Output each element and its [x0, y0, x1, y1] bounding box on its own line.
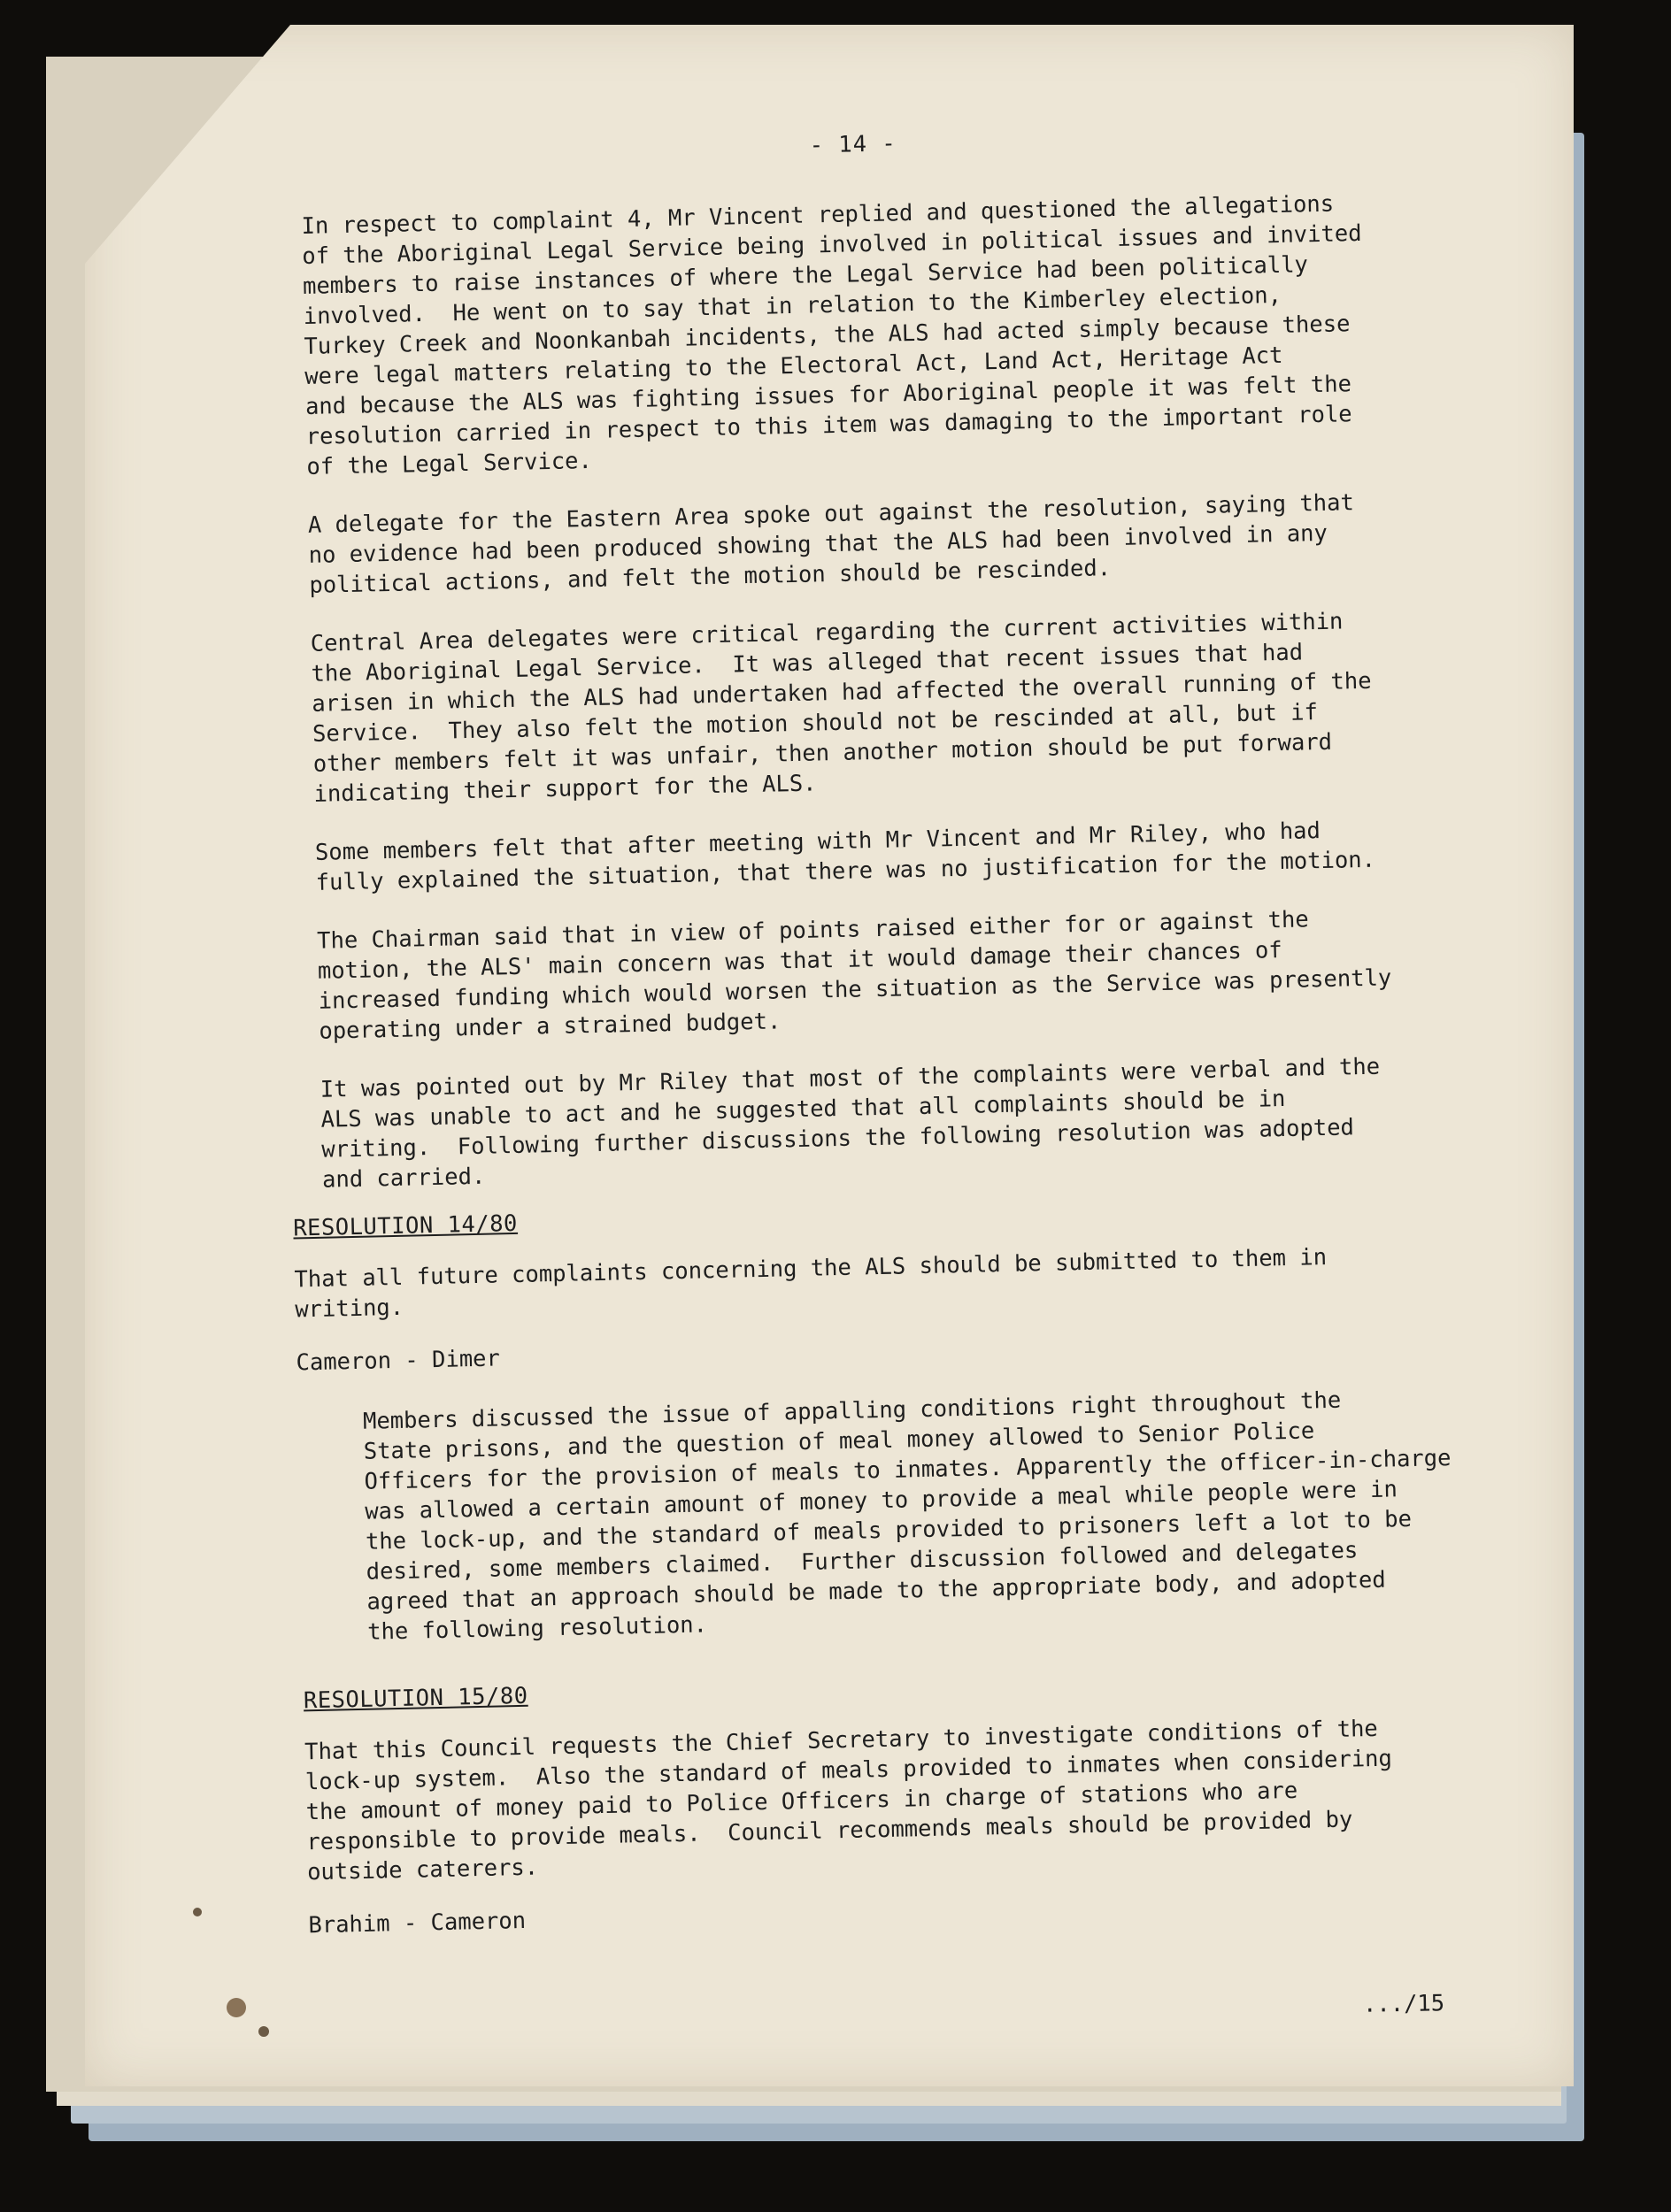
- paper-stain: [193, 1908, 202, 1916]
- paragraph-eastern-area: A delegate for the Eastern Area spoke out against the resolution, saying that no evidence had been produced showing that the ALS had been involved in any political actions, and felt the motion should be rescinded.: [307, 489, 1355, 599]
- paragraph-prisons: Members discussed the issue of appalling conditions right throughout the State prisons, and the question of meal money allowed to Senior Police Officers for the provision of meals to inmates. Apparently the officer-in-charge was allowed a certain amount of money to provide a meal while people were in the lock-up, and the standard of meals provided to prisoners left a lot to be desired, some members claimed. Further discussion followed and delegates agreed that an approach should be made to the appropriate body, and adopted the following resolution.: [362, 1386, 1452, 1646]
- paragraph-members-opinion: Some members felt that after meeting with Mr Vincent and Mr Riley, who had fully explained the situation, that there was no justification for the motion.: [314, 818, 1376, 896]
- page-number: - 14 -: [809, 130, 897, 159]
- paper-stain: [227, 1998, 246, 2017]
- paragraph-chairman: The Chairman said that in view of points raised either for or against the motion, the ALS' main concern was that it would damage their chances of increased funding which would worsen the situation as the Service was presently operating under a strained budget.: [316, 906, 1392, 1045]
- resolution-14-movers: Cameron - Dimer: [296, 1345, 501, 1377]
- paper-stain: [258, 2026, 269, 2037]
- paragraph-central-area: Central Area delegates were critical regarding the current activities within the Aboriginal Legal Service. It was alleged that recent issues that had arisen in which the ALS had undertaken had affected the overall running of the Service. They also felt the motion should not be rescinded at all, but if other members felt it was unfair, then another motion should be put forward indicating their support for the ALS.: [310, 608, 1372, 808]
- resolution-14-heading: RESOLUTION 14/80: [292, 1210, 519, 1242]
- continuation-marker: .../15: [1362, 1990, 1445, 2018]
- resolution-15-movers: Brahim - Cameron: [308, 1907, 527, 1939]
- paragraph-complaint-4: In respect to complaint 4, Mr Vincent replied and questioned the allegations of the Aboriginal Legal Service being involved in political issues and invited members to raise instances of where the Legal Service had been politically involved. He went on to say that in relation to the Kimberley election, Turkey Creek and Noonkanbah incidents, the ALS had acted simply because these were legal matters relating to the Electoral Act, Land Act, Heritage Act and because the ALS was fighting issues for Aboriginal people it was felt the resolution carried in respect to this item was damaging to the important role of the Legal Service.: [301, 190, 1362, 480]
- resolution-15-text: That this Council requests the Chief Secretary to investigate conditions of the lock-up system. Also the standard of meals provided to inmates when considering the amount of money paid to Police Officers in charge of stations who are responsible to provide meals. Council recommends meals should be provided by outside caterers.: [304, 1715, 1393, 1886]
- paragraph-mr-riley: It was pointed out by Mr Riley that most of the complaints were verbal and the ALS was unable to act and he suggested that all complaints should be in writing. Following further discussions the following resolution was adopted and carried.: [320, 1053, 1381, 1194]
- page-text: [292, 130, 1543, 1970]
- resolution-14-text: That all future complaints concerning the ALS should be submitted to them in writing.: [294, 1244, 1328, 1324]
- resolution-15-heading: RESOLUTION 15/80: [303, 1682, 528, 1715]
